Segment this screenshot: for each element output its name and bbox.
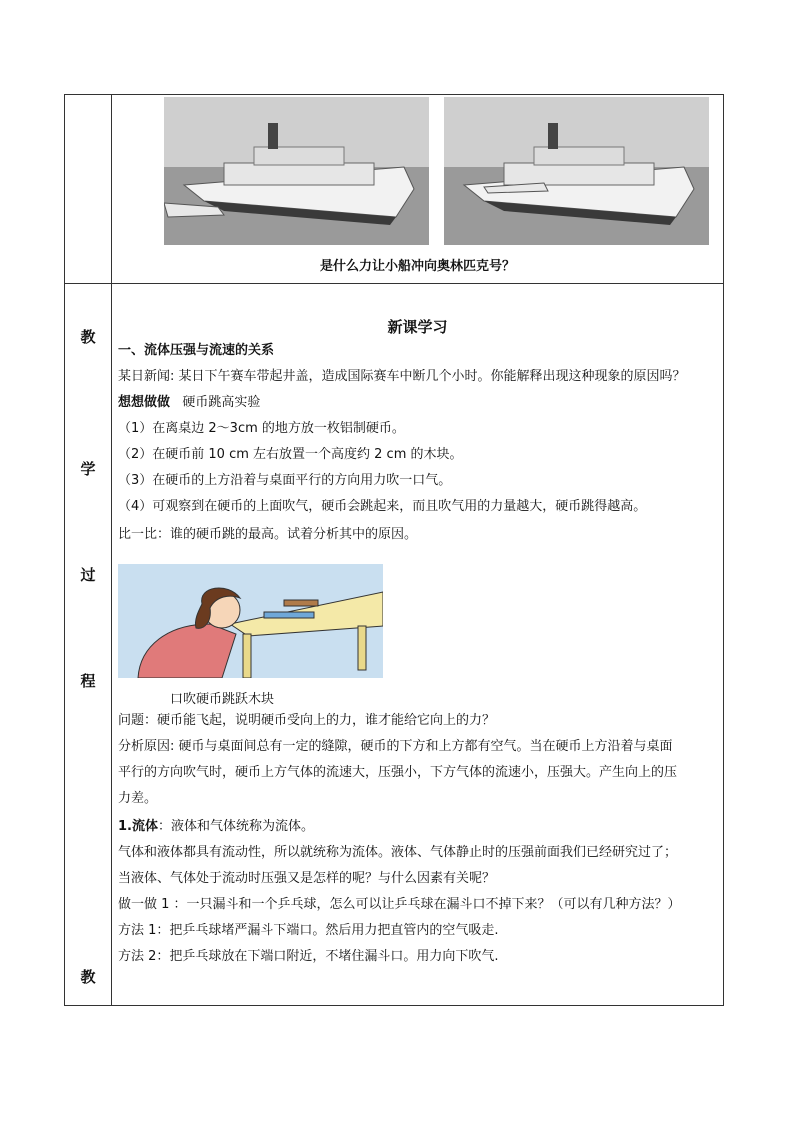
fluid-label: 1.流体 <box>118 819 158 834</box>
fluid-line-1: 气体和液体都具有流动性，所以就统称为流体。液体、气体静止时的压强前面我们已经研究过了； <box>118 845 678 860</box>
side-label-cheng: 程 <box>80 672 96 690</box>
section-title: 新课学习 <box>387 318 448 336</box>
fluid-line-2: 当液体、气体处于流动时压强又是怎样的呢？与什么因素有关呢？ <box>118 871 496 886</box>
do-it-line: 做一做 1 ：一只漏斗和一个乒乓球，怎么可以让乒乓球在漏斗口不掉下来？（可以有几种方法？） <box>118 897 681 912</box>
ship-question: 是什么力让小船冲向奥林匹克号？ <box>319 259 515 274</box>
method-2: 方法 2：把乒乓球放在下端口附近，不堵住漏斗口。用力向下吹气. <box>118 949 499 964</box>
method-1: 方法 1：把乒乓球堵严漏斗下端口。然后用力把直管内的空气吸走. <box>118 923 499 938</box>
side-label-guo: 过 <box>80 566 96 584</box>
step-1: （1）在离桌边 2～3cm 的地方放一枚铝制硬币。 <box>118 421 405 436</box>
step-2: （2）在硬币前 10 cm 左右放置一个高度约 2 cm 的木块。 <box>118 447 463 462</box>
compare-line: 比一比：谁的硬币跳的最高。试着分析其中的原因。 <box>118 527 418 542</box>
analysis-line-3: 力差。 <box>118 791 158 806</box>
analysis-line-1: 分析原因: 硬币与桌面间总有一定的缝隙，硬币的下方和上方都有空气。当在硬币上方沿着与桌面 <box>118 739 673 754</box>
content-cell <box>112 284 724 1006</box>
side-label-jiao: 教 <box>80 328 96 346</box>
news-paragraph: 某日新闻: 某日下午赛车带起井盖，造成国际赛车中断几个小时。你能解释出现这种现象的原因吗？ <box>118 369 686 384</box>
illustration-caption: 口吹硬币跳跃木块 <box>170 692 275 707</box>
coin-experiment-illustration <box>118 564 383 678</box>
lesson-table <box>64 94 724 1006</box>
fluid-definition: ：液体和气体统称为流体。 <box>157 819 314 834</box>
analysis-line-2: 平行的方向吹气时，硬币上方气体的流速大，压强小，下方气体的流速小，压强大。产生向上的压 <box>118 765 678 780</box>
side-label-jiao-2: 教 <box>80 968 96 986</box>
step-3: （3）在硬币的上方沿着与桌面平行的方向用力吹一口气。 <box>118 473 452 488</box>
step-4: （4）可观察到在硬币的上面吹气，硬币会跳起来，而且吹气用的力量越大，硬币跳得越高。 <box>118 499 647 514</box>
ship-photo-right <box>444 97 709 245</box>
side-label-xue: 学 <box>80 460 96 478</box>
experiment-line <box>118 394 260 412</box>
experiment-label: 想想做做 <box>118 395 171 410</box>
side-label-column <box>65 284 112 1006</box>
experiment-name: 硬币跳高实验 <box>182 395 261 410</box>
ship-photo-left <box>164 97 429 245</box>
fluid-definition-line <box>118 818 314 836</box>
photo-cell <box>112 95 724 284</box>
heading-fluid-pressure: 一、流体压强与流速的关系 <box>118 343 275 358</box>
side-cell-empty <box>65 95 112 284</box>
question-line: 问题：硬币能飞起，说明硬币受向上的力，谁才能给它向上的力？ <box>118 713 496 728</box>
